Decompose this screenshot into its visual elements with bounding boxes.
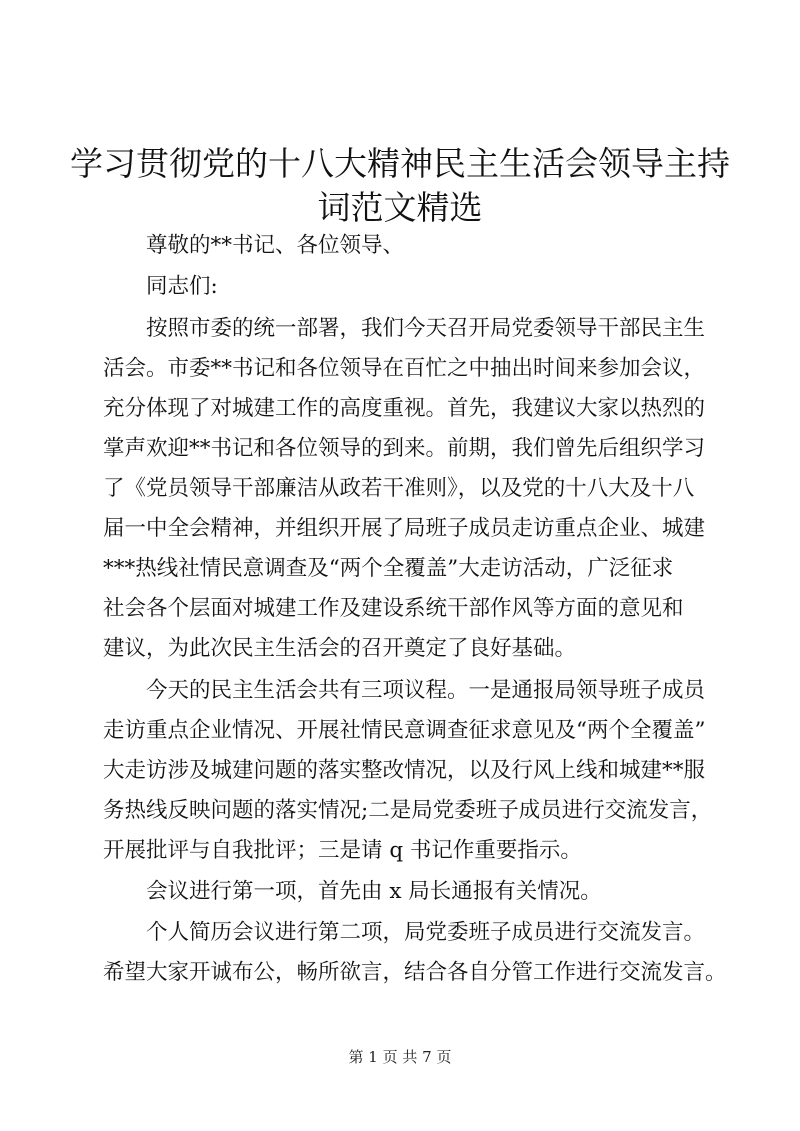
paragraph-line: 今天的民主生活会共有三项议程。一是通报局领导班子成员 [146,678,706,703]
paragraph-line: 掌声欢迎**书记和各位领导的到来。前期，我们曾先后组织学习 [103,436,706,461]
paragraph-line: 希望大家开诚布公，畅所欲言，结合各自分管工作进行交流发言。 [103,960,727,985]
page-number-footer: 第 1 页 共 7 页 [348,1048,452,1066]
paragraph-line: 建议，为此次民主生活会的召开奠定了良好基础。 [103,636,577,661]
document-title-line-2: 词范文精选 [317,188,483,227]
paragraph-line: 走访重点企业情况、开展社情民意调查征求意见及“两个全覆盖” [103,718,706,743]
paragraph-line: 了《党员领导干部廉洁从政若干准则》，以及党的十八大及十八 [103,476,695,501]
paragraph-line: 充分体现了对城建工作的高度重视。首先，我建议大家以热烈的 [103,396,706,421]
paragraph-line: 活会。市委**书记和各位领导在百忙之中抽出时间来参加会议， [103,356,706,381]
paragraph-line: 开展批评与自我批评；三是请 q 书记作重要指示。 [103,838,582,863]
paragraph-line: 社会各个层面对城建工作及建设系统干部作风等方面的意见和 [103,596,684,621]
paragraph-line: 大走访涉及城建问题的落实整改情况，以及行风上线和城建**服 [103,758,706,783]
paragraph-line: ***热线社情民意调查及“两个全覆盖”大走访活动，广泛征求 [103,556,674,581]
salutation-line: 同志们: [146,274,218,299]
paragraph-line: 届一中全会精神，并组织开展了局班子成员走访重点企业、城建 [103,516,706,541]
salutation-line: 尊敬的**书记、各位领导、 [146,233,405,258]
document-title-line-1: 学习贯彻党的十八大精神民主生活会领导主持 [70,144,730,183]
paragraph-line: 会议进行第一项，首先由 x 局长通报有关情况。 [146,879,602,904]
paragraph-line: 务热线反映问题的落实情况;二是局党委班子成员进行交流发言， [103,798,713,823]
paragraph-line: 个人简历会议进行第二项，局党委班子成员进行交流发言。 [146,920,706,945]
paragraph-line: 按照市委的统一部署，我们今天召开局党委领导干部民主生 [146,316,706,341]
